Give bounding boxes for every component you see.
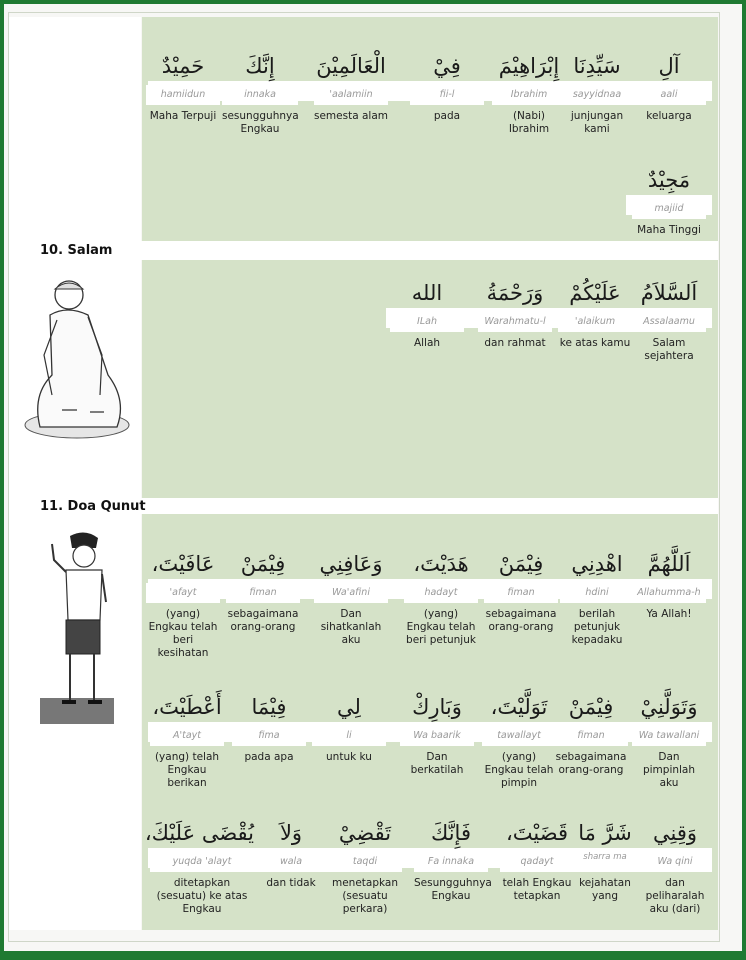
word-cell <box>222 51 298 136</box>
word-cell <box>632 549 706 621</box>
arabic-word: إِنَّكَ <box>245 54 275 78</box>
transliteration: wala <box>254 852 328 872</box>
meaning: sebagaimana orang-orang <box>485 608 557 633</box>
word-cell <box>328 818 402 916</box>
word-cell <box>146 51 220 123</box>
word-cell <box>404 549 478 647</box>
transliteration: aali <box>632 85 706 105</box>
word-cell <box>560 51 634 136</box>
transliteration: 'alaikum <box>558 312 632 332</box>
arabic-word: مَجِيْدٌ <box>647 168 691 192</box>
transliteration: hdini <box>560 583 634 603</box>
meaning: Maha Terpuji <box>149 110 217 122</box>
meaning: Maha Tinggi <box>637 224 701 236</box>
section1-left-column <box>9 17 141 241</box>
word-cell <box>560 549 634 647</box>
meaning: pada <box>433 110 461 122</box>
arabic-word: وَبَارِكْ <box>412 695 462 719</box>
word-cell <box>500 818 574 903</box>
transliteration: Wa baarik <box>400 726 474 746</box>
meaning: sebagaimana orang-orang <box>227 608 299 633</box>
meaning: dan tidak <box>266 877 316 889</box>
word-cell <box>410 51 484 123</box>
word-cell <box>390 278 464 350</box>
word-cell <box>492 51 566 136</box>
transliteration: fima <box>232 726 306 746</box>
transliteration: sharra ma <box>568 852 642 872</box>
meaning: (yang) telah Engkau berikan <box>154 751 220 789</box>
word-cell <box>568 818 642 903</box>
word-cell <box>558 278 632 350</box>
meaning: (yang) Engkau telah beri kesihatan <box>148 608 218 659</box>
word-cell <box>254 818 328 890</box>
arabic-word: عَافَيْتَ، <box>151 552 215 576</box>
arabic-word: تَوَلَّيْتَ، <box>490 695 548 719</box>
word-cell <box>478 278 552 350</box>
transliteration: Wa tawallani <box>632 726 706 746</box>
meaning: keluarga <box>646 110 692 122</box>
arabic-word: فِيْمَا <box>251 695 287 719</box>
arabic-word: هَدَيْتَ، <box>413 552 469 576</box>
meaning: ditetapkan (sesuatu) ke atas Engkau <box>156 877 248 915</box>
arabic-word: الْعَالَمِيْنَ <box>316 54 386 78</box>
frame-top-border <box>0 0 746 4</box>
transliteration: Fa innaka <box>414 852 488 872</box>
meaning: (yang) Engkau telah beri petunjuk <box>406 608 476 646</box>
frame-bottom-border <box>0 951 746 960</box>
transliteration: fiman <box>226 583 300 603</box>
transliteration: hamiidun <box>146 85 220 105</box>
transliteration: Warahmatu-l <box>478 312 552 332</box>
meaning: Allah <box>413 337 441 349</box>
praying-man-illustration <box>40 530 114 726</box>
word-cell <box>484 549 558 634</box>
transliteration: Allahumma-h <box>632 583 706 603</box>
arabic-word: أَعْطَيْتَ، <box>152 695 222 719</box>
arabic-word: وَعَافِنِي <box>319 552 383 576</box>
meaning: ke atas kamu <box>559 337 631 349</box>
transliteration: majiid <box>632 199 706 219</box>
meaning: untuk ku <box>326 751 372 763</box>
word-cell <box>554 692 628 777</box>
section11-title: 11. Doa Qunut <box>40 499 146 514</box>
arabic-word: فِيْ <box>433 54 461 78</box>
word-cell <box>144 818 254 916</box>
arabic-word: عَلَيْكُمْ <box>569 281 621 305</box>
arabic-word: قَضَيْتَ، <box>506 821 568 845</box>
arabic-word: فَإِنَّكَ <box>431 821 471 845</box>
word-cell <box>314 549 388 647</box>
word-cell <box>150 692 224 790</box>
word-cell <box>414 818 492 903</box>
arabic-word: اَللَّهُمَّ <box>647 552 691 576</box>
meaning: menetapkan (sesuatu perkara) <box>331 877 398 915</box>
arabic-word: وَرَحْمَةُ <box>486 281 544 305</box>
meaning: sesungguhnya Engkau <box>222 110 299 135</box>
word-cell <box>146 549 220 660</box>
word-cell <box>632 51 706 123</box>
arabic-word: حَمِيْدٌ <box>161 54 205 78</box>
meaning: dan peliharalah aku (dari) <box>645 877 705 915</box>
transliteration: yuqda 'alayt <box>150 852 254 872</box>
meaning: Dan berkatilah <box>410 751 464 776</box>
word-cell <box>314 51 388 123</box>
frame-right-border <box>742 0 746 960</box>
word-cell <box>632 692 706 790</box>
arabic-word: لِي <box>337 695 361 719</box>
transliteration: sayyidnaa <box>560 85 634 105</box>
meaning: semesta alam <box>314 110 388 122</box>
arabic-word: آلِ <box>658 54 680 78</box>
arabic-word: فِيْمَنْ <box>568 695 614 719</box>
transliteration: A'tayt <box>150 726 224 746</box>
meaning: telah Engkau tetapkan <box>502 877 572 902</box>
arabic-word: إِبْرَاهِيْمَ <box>498 54 560 78</box>
transliteration: fiman <box>554 726 628 746</box>
transliteration: Wa'afini <box>314 583 388 603</box>
word-cell <box>232 692 306 764</box>
meaning: (yang) Engkau telah pimpin <box>484 751 554 789</box>
arabic-word: شَرَّ مَا <box>578 821 632 845</box>
meaning: kejahatan yang <box>579 877 631 902</box>
meaning: Dan sihatkanlah aku <box>320 608 382 646</box>
arabic-word: الله <box>411 281 443 305</box>
transliteration: taqdi <box>328 852 402 872</box>
meaning: berilah petunjuk kepadaku <box>571 608 623 646</box>
arabic-word: تَقْضِيْ <box>338 821 392 845</box>
transliteration: tawallayt <box>482 726 556 746</box>
meaning: Sesungguhnya Engkau <box>414 877 492 902</box>
transliteration: innaka <box>222 85 298 105</box>
meaning: Salam sejahtera <box>644 337 694 362</box>
meaning: Dan pimpinlah aku <box>642 751 696 789</box>
transliteration: 'aalamiin <box>314 85 388 105</box>
meaning: dan rahmat <box>484 337 546 349</box>
arabic-word: يُقْضَى عَلَيْكَ، <box>144 821 254 845</box>
meaning: (Nabi) Ibrahim <box>508 110 550 135</box>
word-cell <box>482 692 556 790</box>
transliteration: li <box>312 726 386 746</box>
arabic-word: اَلسَّلاَمُ <box>640 281 698 305</box>
arabic-word: وَقِنِي <box>652 821 698 845</box>
meaning: sebagaimana orang-orang <box>555 751 627 776</box>
transliteration: qadayt <box>500 852 574 872</box>
transliteration: ILah <box>390 312 464 332</box>
transliteration: fii-l <box>410 85 484 105</box>
transliteration: Ibrahim <box>492 85 566 105</box>
arabic-word: وَلاَ <box>279 821 303 845</box>
arabic-word: وَتَوَلَّنِيْ <box>640 695 698 719</box>
sitting-man-illustration <box>22 275 132 440</box>
word-cell <box>632 165 706 237</box>
transliteration: hadayt <box>404 583 478 603</box>
section10-header-bar <box>9 241 718 260</box>
word-cell <box>400 692 474 777</box>
arabic-word: اهْدِنِي <box>571 552 623 576</box>
transliteration: Assalaamu <box>632 312 706 332</box>
transliteration: Wa qini <box>638 852 712 872</box>
section10-title: 10. Salam <box>40 243 113 258</box>
arabic-word: فِيْمَنْ <box>240 552 286 576</box>
transliteration: fiman <box>484 583 558 603</box>
word-cell <box>632 278 706 363</box>
transliteration: 'afayt <box>146 583 220 603</box>
frame-left-border <box>0 0 4 960</box>
meaning: pada apa <box>244 751 294 763</box>
word-cell <box>226 549 300 634</box>
meaning: junjungan kami <box>570 110 624 135</box>
meaning: Ya Allah! <box>646 608 692 620</box>
word-cell <box>638 818 712 916</box>
arabic-word: سَيِّدِنَا <box>573 54 621 78</box>
word-cell <box>312 692 386 764</box>
arabic-word: فِيْمَنْ <box>498 552 544 576</box>
